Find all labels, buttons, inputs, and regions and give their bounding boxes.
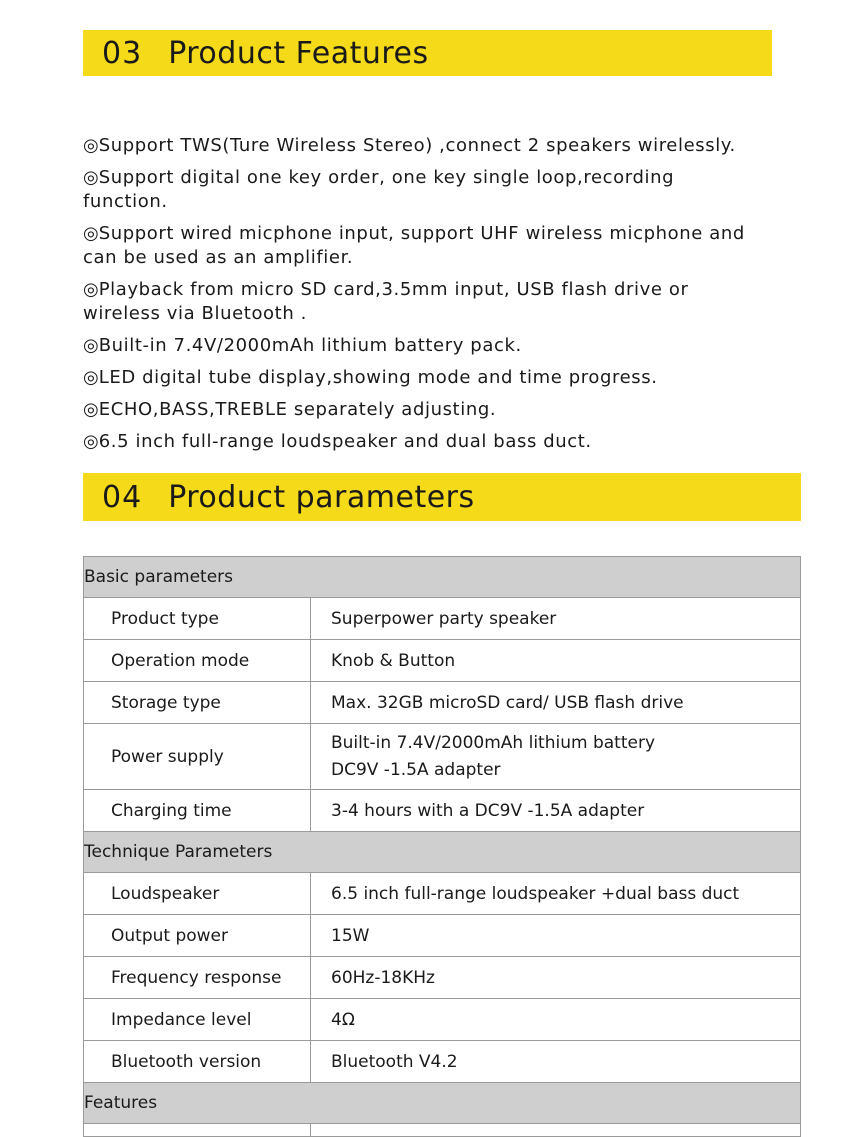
feature-item xyxy=(83,278,763,326)
feature-item xyxy=(83,222,763,270)
table-row xyxy=(84,682,801,724)
feature-text: Built-in 7.4V/2000mAh lithium battery pack. xyxy=(98,335,522,356)
section-number: 03 xyxy=(102,35,143,71)
bullet-icon: ◎ xyxy=(83,335,99,356)
table-group-header xyxy=(84,832,801,873)
bullet-icon: ◎ xyxy=(83,367,99,388)
table-row xyxy=(84,640,801,682)
param-label: Charging time xyxy=(84,790,311,832)
feature-item xyxy=(83,398,763,422)
feature-text: 6.5 inch full-range loudspeaker and dual bass duct. xyxy=(98,431,592,452)
feature-text: Support TWS(Ture Wireless Stereo) ,connect 2 speakers wirelessly. xyxy=(98,135,736,156)
section-header-parameters xyxy=(83,473,801,521)
table-row xyxy=(84,1041,801,1083)
table-row xyxy=(84,873,801,915)
param-label: Power supply xyxy=(84,724,311,790)
param-value: Superpower party speaker xyxy=(311,598,801,640)
section-title: Product parameters xyxy=(168,479,475,515)
param-value: 3-4 hours with a DC9V -1.5A adapter xyxy=(311,790,801,832)
table-group-header xyxy=(84,557,801,598)
param-label: Bluetooth version xyxy=(84,1041,311,1083)
feature-list xyxy=(83,134,763,454)
param-value: 60Hz-18KHz xyxy=(311,957,801,999)
param-label xyxy=(84,1124,311,1137)
table-row xyxy=(84,957,801,999)
table-group-header xyxy=(84,1083,801,1124)
table-row xyxy=(84,915,801,957)
feature-text: Playback from micro SD card,3.5mm input, USB flash drive or wireless via Bluetooth . xyxy=(83,279,689,324)
param-value: 15W xyxy=(311,915,801,957)
table-row xyxy=(84,790,801,832)
param-value-line: Built-in 7.4V/2000mAh lithium battery xyxy=(331,732,656,753)
group-heading: Basic parameters xyxy=(84,557,801,598)
feature-item xyxy=(83,134,763,158)
param-value xyxy=(311,724,801,790)
param-value xyxy=(311,1124,801,1137)
param-value-line: DC9V -1.5A adapter xyxy=(331,759,501,780)
param-label: Impedance level xyxy=(84,999,311,1041)
table-row xyxy=(84,724,801,790)
section-header-features xyxy=(83,30,772,76)
param-value: Knob & Button xyxy=(311,640,801,682)
feature-item xyxy=(83,166,763,214)
feature-text: ECHO,BASS,TREBLE separately adjusting. xyxy=(98,399,497,420)
param-label: Output power xyxy=(84,915,311,957)
bullet-icon: ◎ xyxy=(83,135,99,156)
param-value: Max. 32GB microSD card/ USB flash drive xyxy=(311,682,801,724)
feature-text: Support digital one key order, one key single loop,recording function. xyxy=(83,167,675,212)
feature-text: LED digital tube display,showing mode and time progress. xyxy=(98,367,658,388)
param-label: Operation mode xyxy=(84,640,311,682)
param-label: Storage type xyxy=(84,682,311,724)
param-label: Frequency response xyxy=(84,957,311,999)
section-number: 04 xyxy=(102,479,143,515)
param-value: 4Ω xyxy=(311,999,801,1041)
feature-item xyxy=(83,366,763,390)
group-heading: Technique Parameters xyxy=(84,832,801,873)
bullet-icon: ◎ xyxy=(83,279,99,300)
bullet-icon: ◎ xyxy=(83,399,99,420)
bullet-icon: ◎ xyxy=(83,223,99,244)
feature-item xyxy=(83,430,763,454)
table-row xyxy=(84,1124,801,1137)
feature-item xyxy=(83,334,763,358)
bullet-icon: ◎ xyxy=(83,431,99,452)
parameters-table xyxy=(83,556,801,1137)
table-row xyxy=(84,999,801,1041)
param-value: Bluetooth V4.2 xyxy=(311,1041,801,1083)
section-title: Product Features xyxy=(168,35,429,71)
bullet-icon: ◎ xyxy=(83,167,99,188)
group-heading: Features xyxy=(84,1083,801,1124)
param-label: Loudspeaker xyxy=(84,873,311,915)
feature-text: Support wired micphone input, support UHF wireless micphone and can be used as an amplifier. xyxy=(83,223,745,268)
param-value: 6.5 inch full-range loudspeaker +dual bass duct xyxy=(311,873,801,915)
param-label: Product type xyxy=(84,598,311,640)
table-row xyxy=(84,598,801,640)
